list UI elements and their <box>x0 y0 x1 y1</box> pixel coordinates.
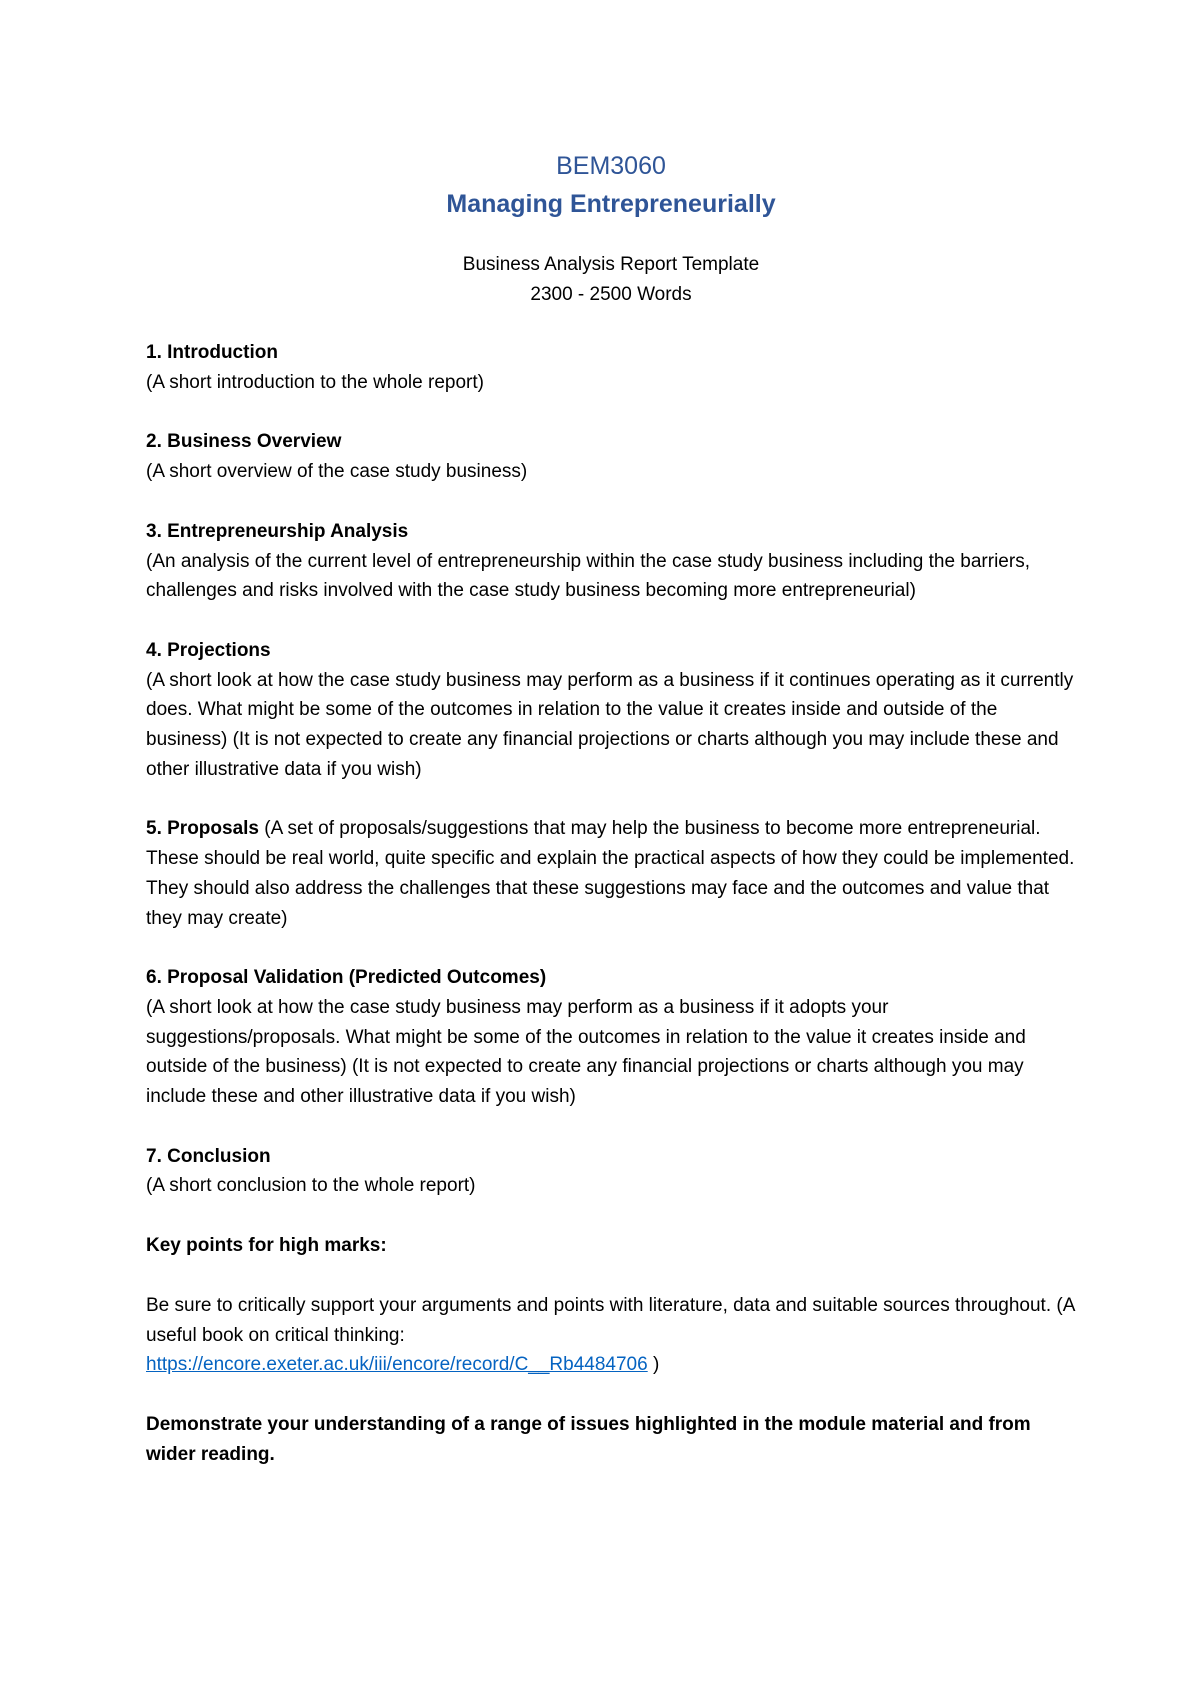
key-points-understanding: Demonstrate your understanding of a range of issues highlighted in the module material and from wider reading. <box>146 1413 1031 1465</box>
section-heading: 3. Entrepreneurship Analysis <box>146 520 409 542</box>
section-introduction <box>146 338 1076 397</box>
section-body: (A short look at how the case study business may perform as a business if it continues operating as it currently does. What might be some of the outcomes in relation to the value it creates inside and outside of the business) (It is not expected to create any financial projections or charts although you may include these and other illustrative data if you wish) <box>146 669 1074 780</box>
course-name: Managing Entrepreneurially <box>446 190 776 218</box>
section-heading: 1. Introduction <box>146 342 278 363</box>
report-subtitle: Business Analysis Report Template <box>462 254 760 275</box>
key-points-title: Key points for high marks: <box>146 1235 387 1257</box>
section-body: (A short overview of the case study business) <box>146 461 528 483</box>
section-proposals <box>146 814 1076 933</box>
section-body: (A set of proposals/suggestions that may help the business to become more entrepreneurial. These should be real world, quite specific and explain the practical aspects of how they could be implemented. They should also address the challenges that these suggestions may face and the outcomes and value that they may create) <box>146 818 1075 929</box>
section-entrepreneurship-analysis <box>146 517 1076 606</box>
course-code: BEM3060 <box>556 152 666 180</box>
section-body: (A short conclusion to the whole report) <box>146 1175 476 1197</box>
sections <box>146 338 1076 1201</box>
section-conclusion <box>146 1142 1076 1201</box>
section-proposal-validation <box>146 963 1076 1112</box>
document-page <box>146 148 1076 1499</box>
section-heading: 4. Projections <box>146 639 271 661</box>
word-count: 2300 - 2500 Words <box>530 284 692 305</box>
section-heading: 7. Conclusion <box>146 1145 271 1167</box>
section-heading: 6. Proposal Validation (Predicted Outcomes) <box>146 967 547 989</box>
key-points-support <box>146 1291 1076 1380</box>
section-body: (An analysis of the current level of entrepreneurship within the case study business including the barriers, challenges and risks involved with the case study business becoming more entrepreneurial) <box>146 550 1030 602</box>
section-business-overview <box>146 427 1076 486</box>
title-block <box>146 148 1076 310</box>
link-suffix: ) <box>647 1354 660 1376</box>
section-body: (A short introduction to the whole report) <box>146 371 484 393</box>
support-text: Be sure to critically support your arguments and points with literature, data and suitable sources throughout. (A useful book on critical thinking: <box>146 1294 1075 1346</box>
critical-thinking-book-link[interactable]: https://encore.exeter.ac.uk/iii/encore/record/C__Rb4484706 <box>146 1354 648 1376</box>
section-heading: 2. Business Overview <box>146 431 342 453</box>
section-body: (A short look at how the case study business may perform as a business if it adopts your suggestions/proposals. What might be some of the outcomes in relation to the value it creates inside and outside of the business) (It is not expected to create any financial projections or charts although you may include these and other illustrative data if you wish) <box>146 996 1026 1108</box>
section-projections <box>146 636 1076 785</box>
section-heading: 5. Proposals <box>146 818 259 840</box>
